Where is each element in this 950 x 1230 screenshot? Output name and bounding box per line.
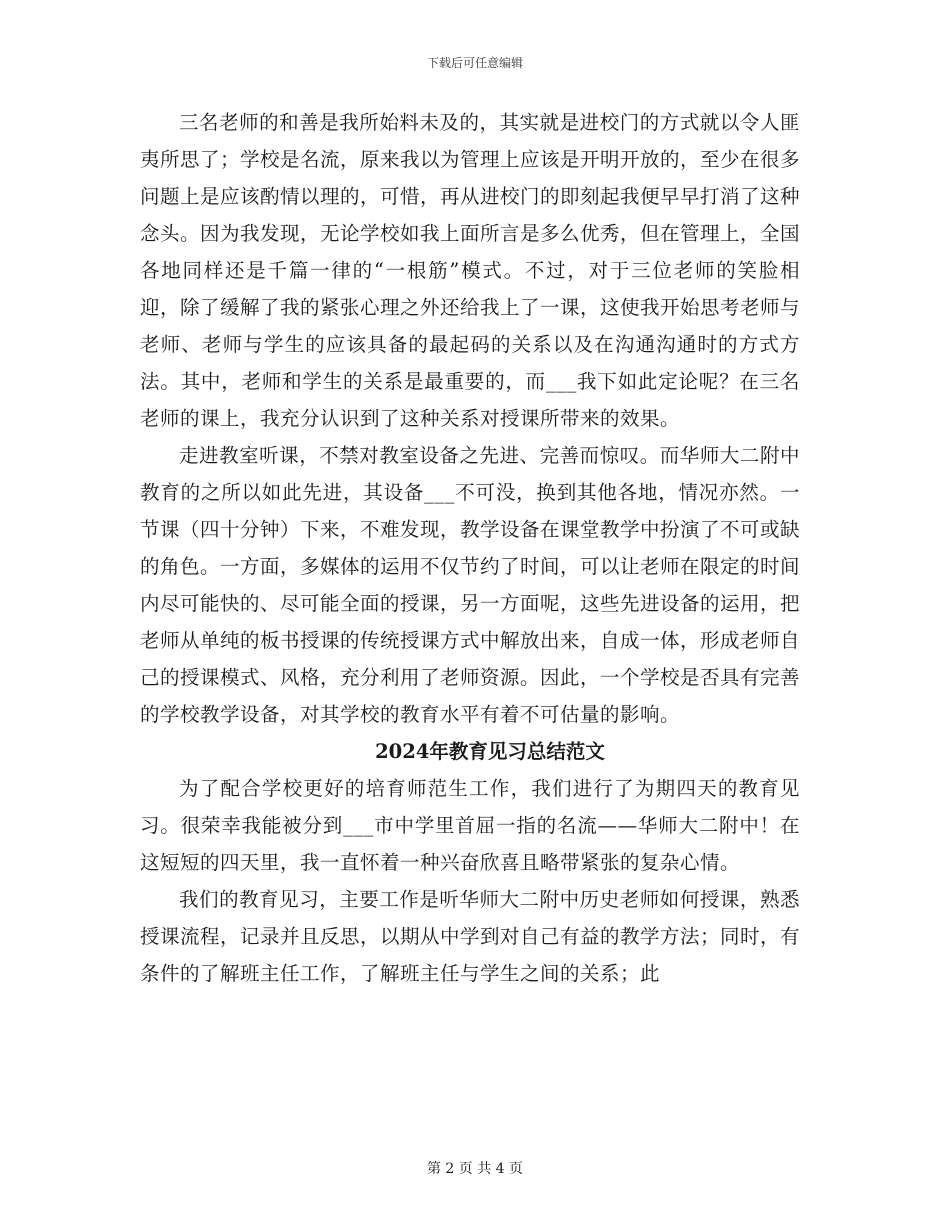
page-header: 下载后可任意编辑: [426, 56, 523, 70]
paragraph: 我们的教育见习，主要工作是听华师大二附中历史老师如何授课，熟悉授课流程，记录并且反思，以期从中学到对自己有益的教学方法；同时，有条件的了解班主任工作，了解班主任与学生之间的关系；此: [140, 888, 801, 985]
paragraph: 三名老师的和善是我所始料未及的，其实就是进校门的方式就以令人匪夷所思了；学校是名流，原来我以为管理上应该是开明开放的，至少在很多问题上是应该酌情以理的，可惜，再从进校门的即刻起我便早早打消了这种念头。因为我发现，无论学校如我上面所言是多么优秀，但在管理上，全国各地同样还是千篇一律的“一根筋”模式。不过，对于三位老师的笑脸相迎，除了缓解了我的紧张心理之外还给我上了一课，这使我开始思考老师与老师、老师与学生的应该具备的最起码的关系以及在沟通沟通时的方式方法。其中，老师和学生的关系是最重要的，而___我下如此定论呢？在三名老师的课上，我充分认识到了这种关系对授课所带来的效果。: [140, 111, 801, 430]
page-number: 第 2 页 共 4 页: [426, 1161, 524, 1177]
paragraph: 走进教室听课，不禁对教室设备之先进、完善而惊叹。而华师大二附中教育的之所以如此先进，其设备___不可没，换到其他各地，情况亦然。一节课（四十分钟）下来，不难发现，教学设备在课堂教学中扮演了不可或缺的角色。一方面，多媒体的运用不仅节约了时间，可以让老师在限定的时间内尽可能快的、尽可能全面的授课，另一方面呢，这些先进设备的运用，把老师从单纯的板书授课的传统授课方式中解放出来，自成一体，形成老师自己的授课模式、风格，充分利用了老师资源。因此，一个学校是否具有完善的学校教学设备，对其学校的教育水平有着不可估量的影响。: [140, 444, 801, 726]
section-title: 2024年教育见习总结范文: [375, 740, 605, 763]
paragraph: 为了配合学校更好的培育师范生工作，我们进行了为期四天的教育见习。很荣幸我能被分到___市中学里首屈一指的名流——华师大二附中！在这短短的四天里，我一直怀着一种兴奋欣喜且略带紧张的复杂心情。: [140, 777, 800, 874]
document-body: [140, 104, 800, 992]
